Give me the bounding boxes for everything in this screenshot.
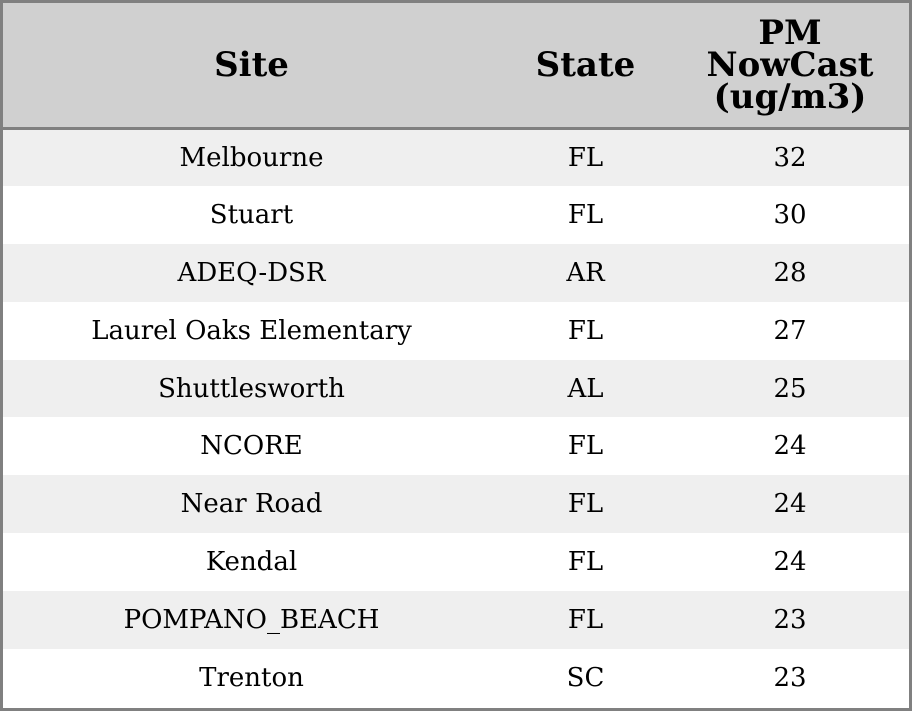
table-row — [3, 475, 909, 533]
pm-value-cell: 23 — [773, 605, 807, 636]
table-row — [3, 649, 909, 707]
state-cell: AL — [567, 373, 604, 404]
table-row — [3, 244, 909, 302]
site-cell: Stuart — [209, 199, 294, 230]
state-cell: FL — [567, 489, 604, 520]
site-cell: ADEQ-DSR — [177, 257, 326, 288]
table-header — [3, 3, 909, 128]
site-cell: Kendal — [205, 547, 298, 578]
state-cell: SC — [566, 662, 605, 693]
site-cell: Laurel Oaks Elementary — [91, 315, 412, 346]
table-body — [3, 128, 909, 707]
site-cell: POMPANO_BEACH — [123, 605, 380, 636]
table-row — [3, 533, 909, 591]
state-cell: FL — [567, 142, 604, 173]
table-row — [3, 302, 909, 360]
table-row — [3, 360, 909, 418]
pm-value-cell: 24 — [773, 489, 807, 520]
table-row — [3, 186, 909, 244]
pm-table — [3, 3, 909, 707]
site-cell: NCORE — [200, 431, 303, 462]
header-pm-nowcast: PM NowCast (ug/m3) — [671, 3, 909, 128]
header-row — [3, 3, 909, 128]
site-cell: Melbourne — [179, 142, 324, 173]
pm-value-cell: 32 — [773, 142, 807, 173]
pm-value-cell: 24 — [773, 431, 807, 462]
state-cell: FL — [567, 431, 604, 462]
table-row — [3, 591, 909, 649]
site-cell: Near Road — [180, 489, 323, 520]
pm-value-cell: 30 — [773, 199, 807, 230]
state-cell: FL — [567, 547, 604, 578]
site-cell: Trenton — [199, 662, 304, 693]
state-cell: AR — [566, 257, 605, 288]
pm-value-cell: 27 — [773, 315, 807, 346]
state-cell: FL — [567, 199, 604, 230]
state-cell: FL — [567, 315, 604, 346]
table-row — [3, 128, 909, 186]
site-cell: Shuttlesworth — [158, 373, 345, 404]
pm-value-cell: 23 — [773, 662, 807, 693]
pm-value-cell: 25 — [773, 373, 807, 404]
pm-value-cell: 28 — [773, 257, 807, 288]
table-row — [3, 417, 909, 475]
header-site: Site — [3, 3, 500, 128]
header-state: State — [500, 3, 671, 128]
state-cell: FL — [567, 605, 604, 636]
pm-value-cell: 24 — [773, 547, 807, 578]
